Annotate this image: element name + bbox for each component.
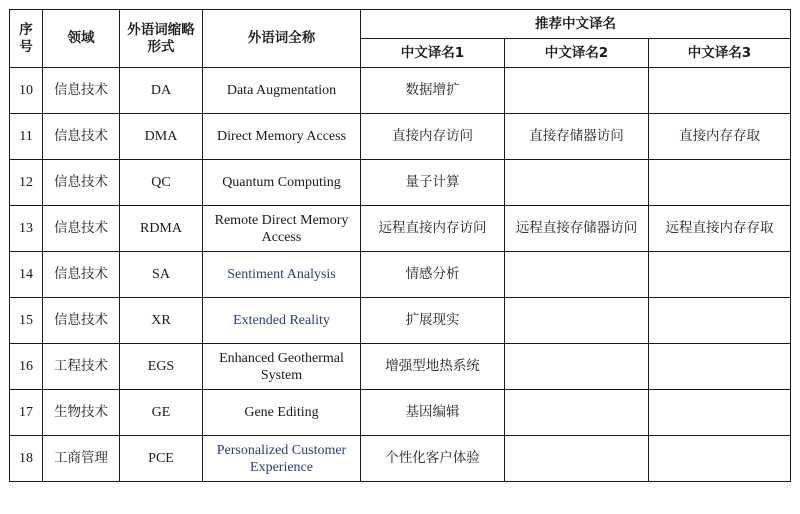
cell-cn1: 数据增扩 bbox=[361, 68, 505, 114]
cell-full-name: Enhanced Geothermal System bbox=[203, 344, 361, 390]
cell-cn2 bbox=[505, 160, 649, 206]
cell-full-name: Quantum Computing bbox=[203, 160, 361, 206]
cell-field: 信息技术 bbox=[43, 252, 120, 298]
cell-cn3 bbox=[649, 68, 791, 114]
cell-cn1: 远程直接内存访问 bbox=[361, 206, 505, 252]
cell-cn1: 情感分析 bbox=[361, 252, 505, 298]
cell-seq: 17 bbox=[10, 390, 43, 436]
cell-full-name: Sentiment Analysis bbox=[203, 252, 361, 298]
header-seq: 序号 bbox=[10, 10, 43, 68]
cell-cn3 bbox=[649, 344, 791, 390]
cell-cn3 bbox=[649, 252, 791, 298]
cell-abbr: XR bbox=[120, 298, 203, 344]
table-row bbox=[10, 114, 791, 160]
cell-cn2 bbox=[505, 68, 649, 114]
cell-seq: 16 bbox=[10, 344, 43, 390]
cell-field: 信息技术 bbox=[43, 298, 120, 344]
cell-seq: 14 bbox=[10, 252, 43, 298]
cell-seq: 11 bbox=[10, 114, 43, 160]
header-cn1: 中文译名1 bbox=[361, 39, 505, 68]
cell-abbr: RDMA bbox=[120, 206, 203, 252]
terminology-table bbox=[9, 9, 791, 482]
header-abbr: 外语词缩略形式 bbox=[120, 10, 203, 68]
cell-abbr: GE bbox=[120, 390, 203, 436]
cell-seq: 18 bbox=[10, 436, 43, 482]
cell-cn1: 个性化客户体验 bbox=[361, 436, 505, 482]
cell-cn1: 扩展现实 bbox=[361, 298, 505, 344]
table-row bbox=[10, 390, 791, 436]
cell-full-name: Gene Editing bbox=[203, 390, 361, 436]
cell-cn2 bbox=[505, 252, 649, 298]
cell-cn3 bbox=[649, 160, 791, 206]
header-cn3: 中文译名3 bbox=[649, 39, 791, 68]
cell-full-name: Extended Reality bbox=[203, 298, 361, 344]
table-row bbox=[10, 344, 791, 390]
cell-field: 信息技术 bbox=[43, 68, 120, 114]
cell-cn3: 远程直接内存存取 bbox=[649, 206, 791, 252]
cell-cn2 bbox=[505, 298, 649, 344]
cell-cn3 bbox=[649, 298, 791, 344]
table-row bbox=[10, 160, 791, 206]
header-field: 领域 bbox=[43, 10, 120, 68]
cell-cn1: 量子计算 bbox=[361, 160, 505, 206]
table-row bbox=[10, 206, 791, 252]
header-recommended: 推荐中文译名 bbox=[361, 10, 791, 39]
cell-seq: 15 bbox=[10, 298, 43, 344]
cell-cn2 bbox=[505, 344, 649, 390]
cell-abbr: EGS bbox=[120, 344, 203, 390]
table-row bbox=[10, 68, 791, 114]
cell-field: 信息技术 bbox=[43, 206, 120, 252]
header-full-name: 外语词全称 bbox=[203, 10, 361, 68]
table-row bbox=[10, 252, 791, 298]
cell-full-name: Remote Direct Memory Access bbox=[203, 206, 361, 252]
cell-cn1: 基因编辑 bbox=[361, 390, 505, 436]
table-row bbox=[10, 298, 791, 344]
cell-cn2: 远程直接存储器访问 bbox=[505, 206, 649, 252]
cell-cn2 bbox=[505, 436, 649, 482]
cell-cn1: 直接内存访问 bbox=[361, 114, 505, 160]
table-body bbox=[10, 68, 791, 482]
cell-abbr: SA bbox=[120, 252, 203, 298]
cell-full-name: Direct Memory Access bbox=[203, 114, 361, 160]
cell-seq: 13 bbox=[10, 206, 43, 252]
cell-field: 信息技术 bbox=[43, 114, 120, 160]
cell-seq: 10 bbox=[10, 68, 43, 114]
header-cn2: 中文译名2 bbox=[505, 39, 649, 68]
cell-abbr: DA bbox=[120, 68, 203, 114]
cell-abbr: QC bbox=[120, 160, 203, 206]
cell-field: 生物技术 bbox=[43, 390, 120, 436]
cell-field: 信息技术 bbox=[43, 160, 120, 206]
cell-cn2 bbox=[505, 390, 649, 436]
cell-cn3 bbox=[649, 390, 791, 436]
cell-field: 工程技术 bbox=[43, 344, 120, 390]
cell-full-name: Personalized Customer Experience bbox=[203, 436, 361, 482]
cell-seq: 12 bbox=[10, 160, 43, 206]
cell-full-name: Data Augmentation bbox=[203, 68, 361, 114]
cell-cn3: 直接内存存取 bbox=[649, 114, 791, 160]
cell-cn2: 直接存储器访问 bbox=[505, 114, 649, 160]
cell-cn1: 增强型地热系统 bbox=[361, 344, 505, 390]
cell-abbr: DMA bbox=[120, 114, 203, 160]
cell-abbr: PCE bbox=[120, 436, 203, 482]
table-row bbox=[10, 436, 791, 482]
cell-cn3 bbox=[649, 436, 791, 482]
cell-field: 工商管理 bbox=[43, 436, 120, 482]
